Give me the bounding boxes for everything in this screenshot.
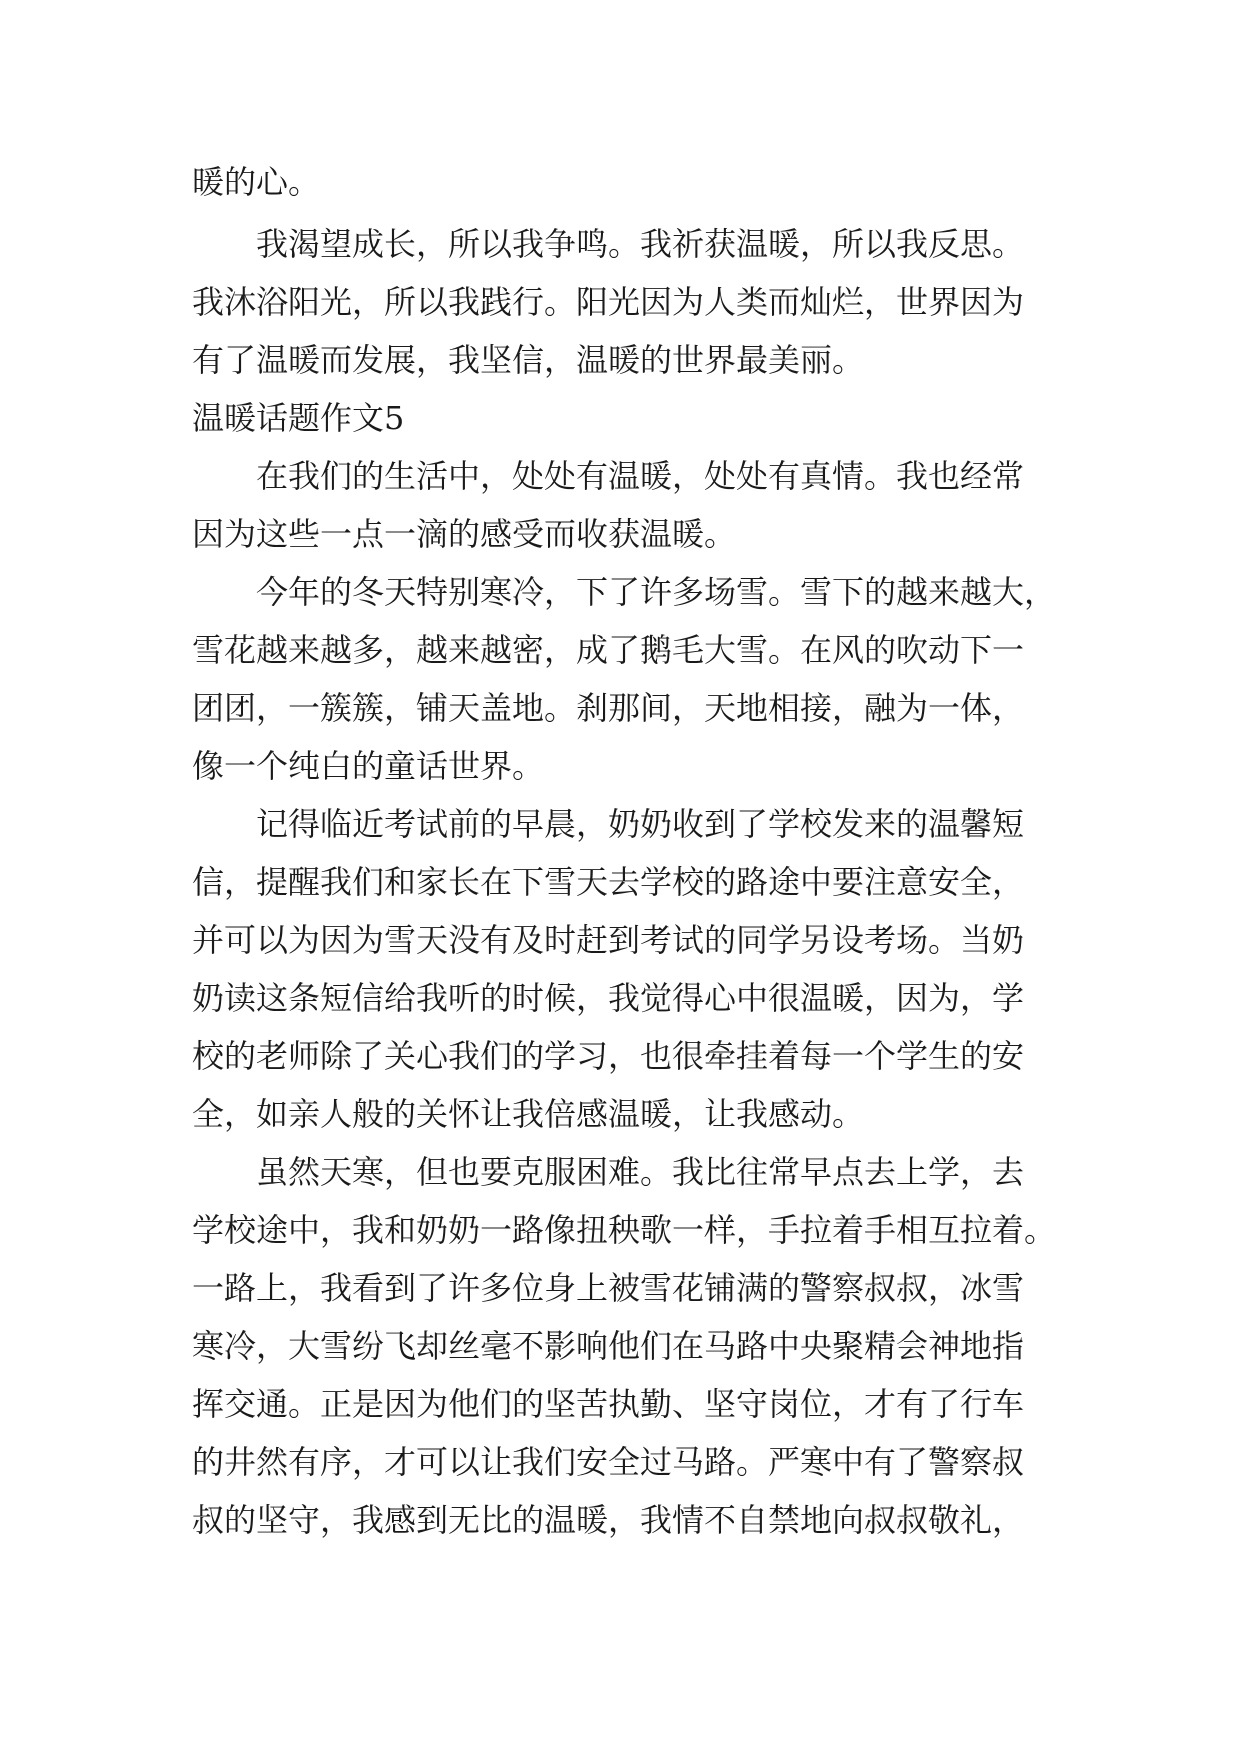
text-line: 并可以为因为雪天没有及时赶到考试的同学另设考场。当奶 <box>192 921 1025 959</box>
text-line: 暖的心。 <box>192 163 321 201</box>
text-line: 虽然天寒，但也要克服困难。我比往常早点去上学，去 <box>256 1153 1025 1191</box>
text-line: 的井然有序，才可以让我们安全过马路。严寒中有了警察叔 <box>192 1443 1025 1481</box>
text-line: 雪花越来越多，越来越密，成了鹅毛大雪。在风的吹动下一 <box>192 631 1025 669</box>
text-line: 有了温暖而发展，我坚信，温暖的世界最美丽。 <box>192 341 865 379</box>
section-heading: 温暖话题作文5 <box>192 399 405 437</box>
text-line: 叔的坚守，我感到无比的温暖，我情不自禁地向叔叔敬礼， <box>192 1501 1025 1539</box>
text-line: 我沐浴阳光，所以我践行。阳光因为人类而灿烂，世界因为 <box>192 283 1025 321</box>
text-line: 奶读这条短信给我听的时候，我觉得心中很温暖，因为，学 <box>192 979 1025 1017</box>
text-line: 我渴望成长，所以我争鸣。我祈获温暖，所以我反思。 <box>256 225 1025 263</box>
text-line: 在我们的生活中，处处有温暖，处处有真情。我也经常 <box>256 457 1025 495</box>
text-line: 信，提醒我们和家长在下雪天去学校的路途中要注意安全， <box>192 863 1025 901</box>
text-line: 寒冷，大雪纷飞却丝毫不影响他们在马路中央聚精会神地指 <box>192 1327 1025 1365</box>
text-line: 因为这些一点一滴的感受而收获温暖。 <box>192 515 737 553</box>
text-line: 学校途中，我和奶奶一路像扭秧歌一样，手拉着手相互拉着。 <box>192 1211 1057 1249</box>
text-line: 团团，一簇簇，铺天盖地。刹那间，天地相接，融为一体， <box>192 689 1025 727</box>
text-line: 记得临近考试前的早晨，奶奶收到了学校发来的温馨短 <box>256 805 1025 843</box>
text-line: 今年的冬天特别寒冷，下了许多场雪。雪下的越来越大， <box>256 573 1057 611</box>
text-line: 一路上，我看到了许多位身上被雪花铺满的警察叔叔，冰雪 <box>192 1269 1025 1307</box>
text-line: 像一个纯白的童话世界。 <box>192 747 545 785</box>
text-line: 挥交通。正是因为他们的坚苦执勤、坚守岗位，才有了行车 <box>192 1385 1025 1423</box>
text-line: 校的老师除了关心我们的学习，也很牵挂着每一个学生的安 <box>192 1037 1025 1075</box>
text-line: 全，如亲人般的关怀让我倍感温暖，让我感动。 <box>192 1095 865 1133</box>
